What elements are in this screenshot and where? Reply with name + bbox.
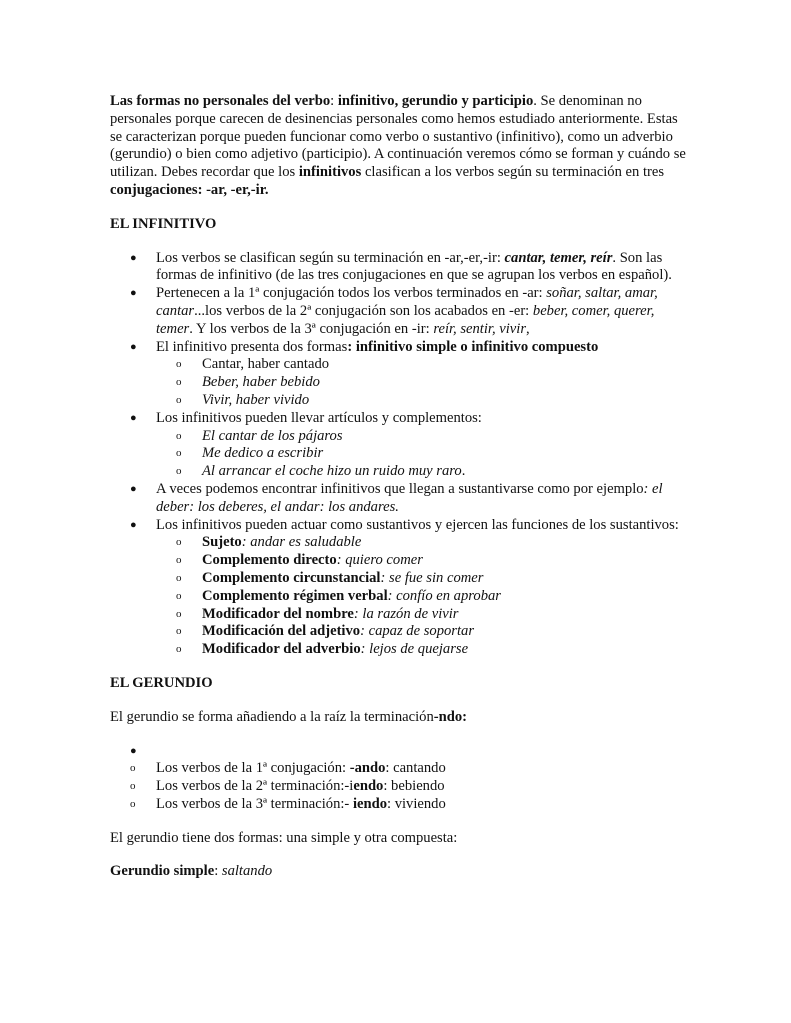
- function-item: [176, 641, 688, 659]
- function-label: Modificador del nombre: [202, 605, 354, 622]
- gerundio-paragraph-1: [110, 709, 688, 727]
- function-label: Sujeto: [202, 534, 242, 551]
- list-item: [130, 516, 688, 659]
- intro-bold-2: infinitivo, gerundio y participio: [337, 93, 534, 109]
- intro-text-2: . Se denominan no personales porque carecen de desinencias personales como hemos estudiado anteriormente. Estas se caracterizan porque pueden funcionar como verbo o sustantivo (infinitivo), como un adverbio (gerundio) o bien como adjetivo (participio). A continuación veremos cómo se forman y cuándo se utilizan. Debes recordar que los: [110, 93, 686, 181]
- circle-bullet-icon: o: [176, 589, 182, 602]
- circle-bullet-icon: o: [176, 393, 182, 406]
- circle-bullet-icon: o: [176, 607, 182, 620]
- intro-text-1: :: [330, 93, 338, 109]
- circle-bullet-icon: o: [176, 376, 182, 389]
- list-item: [130, 409, 688, 481]
- sub-list: [156, 428, 688, 481]
- conj-bold: endo: [353, 778, 384, 795]
- paragraph-text: El gerundio se forma añadiendo a la raíz la terminación: [110, 708, 434, 725]
- circle-bullet-icon: o: [176, 643, 182, 656]
- function-label: Modificador del adverbio: [202, 641, 361, 658]
- simple-sep: :: [214, 863, 222, 880]
- empty-bullet-item: [130, 743, 688, 761]
- item-text: Los infinitivos pueden actuar como sustantivos y ejercen las funciones de los sustantivos:: [156, 516, 679, 533]
- conjugation-item: [130, 778, 688, 796]
- gerundio-paragraph-2: El gerundio tiene dos formas: una simple y otra compuesta:: [110, 829, 458, 846]
- circle-bullet-icon: o: [176, 465, 182, 478]
- sub-item-text: Me dedico a escribir: [202, 445, 324, 462]
- circle-bullet-icon: o: [176, 429, 182, 442]
- function-item: [176, 587, 688, 606]
- intro-bold-4: conjugaciones: -ar, -er,-ir.: [110, 181, 269, 198]
- simple-example: saltando: [221, 863, 273, 880]
- conj-text: Los verbos de la 1ª conjugación:: [156, 760, 350, 777]
- intro-bold-1: Las formas no personales del verbo: [110, 93, 331, 109]
- bullet-icon: ●: [130, 518, 137, 531]
- function-example: : capaz de soportar: [360, 623, 475, 640]
- item-italic: beber, comer, querer, temer: [156, 302, 655, 337]
- bullet-icon: ●: [130, 744, 137, 757]
- function-label: Complemento circunstancial: [202, 569, 381, 586]
- function-example: : confío en aprobar: [387, 587, 501, 604]
- infinitivo-list: [110, 250, 688, 659]
- conjugation-item: [130, 795, 688, 814]
- item-text: Los infinitivos pueden llevar artículos y complementos:: [156, 409, 482, 426]
- sub-item-text: Beber, haber bebido: [202, 374, 320, 391]
- intro-paragraph: [110, 93, 688, 200]
- functions-list: [156, 534, 688, 659]
- sub-list-item: [176, 356, 688, 374]
- function-example: : quiero comer: [336, 552, 423, 569]
- item-text: Los verbos se clasifican según su terminación en -ar,-er,-ir:: [156, 249, 505, 266]
- conj-text: : bebiendo: [383, 778, 445, 795]
- function-label: Complemento directo: [202, 552, 337, 569]
- function-item: [176, 552, 688, 570]
- circle-bullet-icon: o: [130, 762, 136, 775]
- sub-item-text: .: [461, 463, 466, 480]
- intro-text-3: clasifican a los verbos según su terminación en tres: [361, 164, 665, 181]
- item-text: . Y los verbos de la 3ª conjugación en -ir:: [189, 320, 434, 337]
- infinitivo-heading: EL INFINITIVO: [110, 215, 217, 232]
- item-italic: : el deber: los deberes, el andar: los andares.: [156, 480, 663, 515]
- conj-text: Los verbos de la 2ª terminación:-i: [156, 778, 354, 795]
- gerundio-heading: EL GERUNDIO: [110, 674, 213, 691]
- sub-list-item: [176, 391, 688, 410]
- function-item: [176, 569, 688, 588]
- conj-bold: -ando: [349, 760, 386, 777]
- sub-item-text: Al arrancar el coche hizo un ruido muy raro: [202, 463, 462, 480]
- sub-list-item: [176, 374, 688, 392]
- circle-bullet-icon: o: [130, 780, 136, 793]
- sub-item-text: Vivir, haber vivido: [202, 391, 310, 408]
- function-example: : andar es saludable: [241, 534, 362, 551]
- function-item: [176, 605, 688, 624]
- sub-item-text: Cantar, haber cantado: [202, 356, 330, 373]
- intro-bold-3: infinitivos: [298, 164, 362, 181]
- document-body: [110, 93, 688, 881]
- function-example: : la razón de vivir: [353, 605, 459, 622]
- bullet-icon: ●: [130, 411, 137, 424]
- circle-bullet-icon: o: [176, 625, 182, 638]
- circle-bullet-icon: o: [176, 447, 182, 460]
- item-text: ...los verbos de la 2ª conjugación son los acabados en -er:: [194, 302, 533, 319]
- function-label: Complemento régimen verbal: [202, 587, 388, 604]
- gerundio-conjugation-list: [110, 743, 688, 814]
- bullet-icon: ●: [130, 251, 137, 264]
- conj-bold: iendo: [352, 795, 387, 812]
- item-text: El infinitivo presenta dos formas: [156, 338, 348, 355]
- circle-bullet-icon: o: [176, 571, 182, 584]
- function-label: Modificación del adjetivo: [202, 623, 361, 640]
- simple-label: Gerundio simple: [110, 863, 215, 880]
- sub-list-item: [176, 463, 688, 481]
- list-item: [130, 285, 688, 338]
- item-italic: reír, sentir, vivir: [433, 320, 527, 337]
- conjugation-item: [130, 760, 688, 778]
- bullet-icon: ●: [130, 482, 137, 495]
- paragraph-bold: -ndo:: [433, 708, 468, 725]
- circle-bullet-icon: o: [176, 536, 182, 549]
- item-text: A veces podemos encontrar infinitivos que llegan a sustantivarse como por ejemplo: [156, 480, 644, 497]
- gerundio-simple-line: [110, 863, 688, 881]
- function-item: [176, 534, 688, 552]
- function-item: [176, 623, 688, 641]
- sub-list: [156, 356, 688, 409]
- bullet-icon: ●: [130, 340, 137, 353]
- item-text: . Son las formas de infinitivo (de las tres conjugaciones en que se agrupan los verbos en español).: [156, 249, 672, 284]
- sub-item-text: El cantar de los pájaros: [202, 427, 343, 444]
- list-item: [130, 249, 688, 286]
- item-text: Pertenecen a la 1ª conjugación todos los verbos terminados en -ar:: [156, 285, 547, 302]
- conj-text: Los verbos de la 3ª terminación:-: [156, 795, 353, 812]
- sub-list-item: [176, 445, 688, 463]
- function-example: : se fue sin comer: [380, 569, 484, 586]
- bullet-icon: ●: [130, 287, 137, 300]
- circle-bullet-icon: o: [176, 358, 182, 371]
- list-item: [130, 480, 688, 517]
- item-bold-italic: cantar, temer, reír: [504, 249, 613, 266]
- item-italic: soñar, saltar, amar, cantar: [156, 285, 658, 319]
- list-item: [130, 338, 688, 410]
- circle-bullet-icon: o: [130, 797, 136, 810]
- conj-text: : cantando: [385, 760, 446, 777]
- conj-text: : viviendo: [387, 795, 446, 812]
- function-example: : lejos de quejarse: [360, 641, 469, 658]
- item-text: ,: [526, 320, 530, 337]
- circle-bullet-icon: o: [176, 554, 182, 567]
- item-bold: : infinitivo simple o infinitivo compuesto: [347, 338, 599, 355]
- sub-list-item: [176, 427, 688, 446]
